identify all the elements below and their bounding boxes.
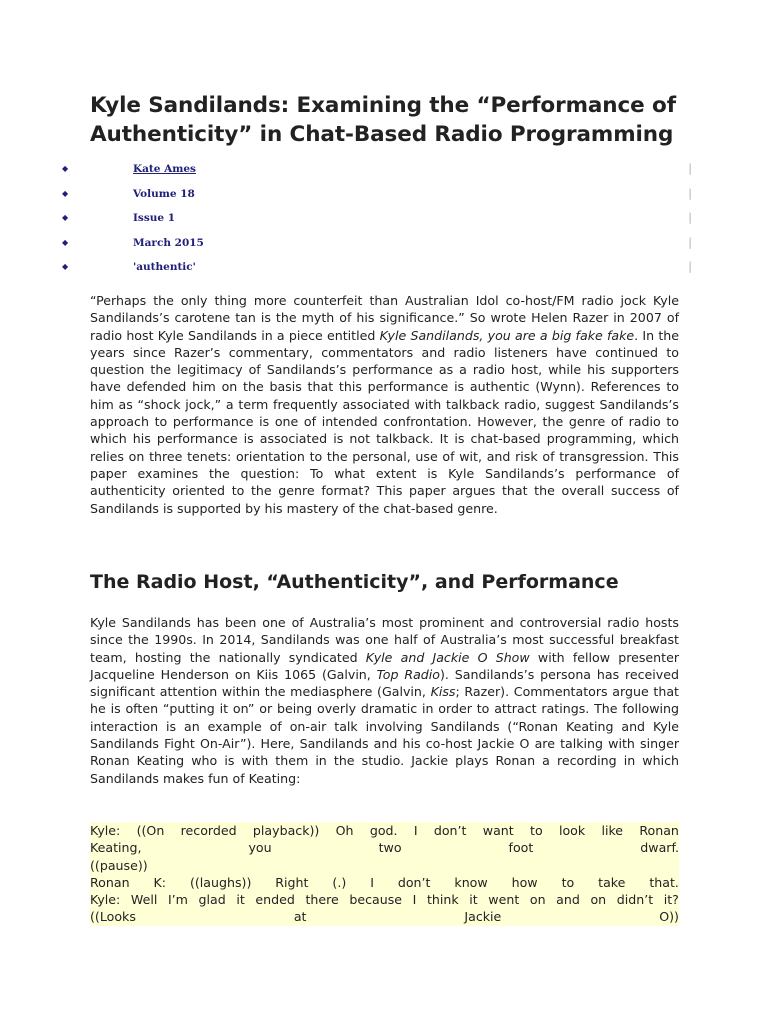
meta-separator: | [688,235,692,249]
transcript-word: because [349,892,403,908]
transcript-word: like [601,823,624,838]
transcript-word: take [598,874,626,890]
transcript-word: glad [198,892,226,908]
transcript-word: at [293,909,307,925]
transcript-word: Jackie [464,909,502,925]
transcript-word: Oh [335,823,354,838]
transcript-word: that. [649,874,679,890]
transcript-word: (.) [332,874,347,890]
transcript-word: know [454,874,488,890]
transcript-word: god. [369,823,398,838]
transcript-word: Ronan [90,874,130,890]
transcript-line [90,891,679,908]
transcript-word: ((Looks [90,909,136,925]
meta-item-volume [62,185,692,210]
body-paragraph [90,614,679,787]
diamond-bullet-icon: ◆ [62,261,69,271]
intro-italic-title: Kyle Sandilands, you are a big fake fake [379,327,635,343]
article-meta-list [62,160,692,283]
transcript-word: I’m [167,892,188,908]
transcript-line [90,874,679,891]
transcript-line [90,822,679,839]
transcript-word: there [305,892,339,908]
transcript-line [90,857,679,874]
body-italic-show: Kyle and Jackie O Show [365,649,530,665]
diamond-bullet-icon: ◆ [62,163,69,173]
transcript-word: it? [663,892,679,908]
body-text: ). Sandilands’s persona has received significant attention within the mediasphere (Galvin, [90,666,679,700]
transcript-word: on [590,892,607,908]
transcript-word: want [482,823,514,838]
transcript-word: look [558,823,586,838]
transcript-word: ended [255,892,295,908]
transcript-word: Kyle: [90,892,121,908]
body-italic-source: Top Radio [376,666,441,682]
keyword-label: 'authentic' [133,261,196,273]
transcript-word: don’t [433,823,467,838]
transcript-word: it [236,892,245,908]
transcript-line [90,908,679,925]
transcript-word: Ronan [639,823,679,838]
transcript-line [90,839,679,856]
body-text: Kyle Sandilands has been one of Australia’s most prominent and controversial radio hosts since the 1990s. In 2014, Sandilands was one half of Australia’s most successful breakfast team, hosting the nationally syndicated [90,615,679,665]
meta-item-issue [62,209,692,234]
intro-text: “Perhaps the only thing more counterfeit than Australian Idol co-host/FM radio jock Kyle Sandilands’s carotene tan is the myth of his significance.” So wrote Helen Razer in 2007 of radio host Kyle Sandilands in a piece entitled [90,293,679,343]
transcript-word: on [529,892,546,908]
section-heading: The Radio Host, “Authenticity”, and Performance [90,571,619,593]
transcript-word: went [488,892,520,908]
issue-label: Issue 1 [133,212,176,224]
meta-separator: | [688,186,692,200]
diamond-bullet-icon: ◆ [62,236,69,247]
transcript-word: didn’t [616,892,654,908]
transcript-word: O)) [659,909,679,925]
diamond-bullet-icon: ◆ [62,212,69,222]
article-title: Kyle Sandilands: Examining the “Performance of Authenticity” in Chat-Based Radio Programming [90,93,676,147]
author-link[interactable]: Kate Ames [133,163,196,175]
body-italic-source: Kiss [430,684,456,700]
body-text: with fellow presenter Jacqueline Henderson on Kiis 1065 (Galvin, [90,649,679,682]
transcript-word: and [556,892,580,908]
transcript-word: Keating, [90,840,142,856]
meta-separator: | [688,211,692,224]
intro-paragraph [90,292,679,517]
transcript-word: Well [130,892,158,908]
transcript-block [90,822,679,926]
meta-separator: | [688,162,692,175]
transcript-word: how [511,874,538,890]
meta-item-keyword [62,258,692,283]
transcript-word: K: [153,874,167,890]
transcript-word: foot [508,840,534,856]
transcript-word: ((laughs)) [189,874,252,890]
transcript-word: you [248,840,272,856]
diamond-bullet-icon: ◆ [62,187,69,198]
transcript-word: don’t [397,874,431,890]
transcript-word: to [561,874,575,890]
meta-item-date [62,234,692,259]
transcript-word: dwarf. [640,840,679,856]
transcript-word: Kyle: [90,823,121,838]
transcript-word: ((On [136,823,165,838]
transcript-word: playback)) [252,823,320,838]
transcript-word: I [412,892,417,908]
transcript-word: recorded [180,823,237,838]
transcript-word: think [426,892,459,908]
transcript-word: to [530,823,543,838]
transcript-word: Right [275,874,309,890]
meta-separator: | [688,260,692,273]
transcript-word: ((pause)) [90,857,148,873]
intro-text-continued: . In the years since Razer’s commentary, commentators and radio listeners have continued to question the legitimacy of Sandilands’s performance as a radio host, while his supporters have defended him on the basis that this performance is authentic (Wynn). References to him as “shock jock,” a term frequently associated with talkback radio, suggest Sandilands’s approach to performance is one of intended confrontation. However, the genre of radio to which his performance is associated is not talkback. It is chat-based programming, which relies on three tenets: orientation to the personal, use of wit, and risk of transgression. This paper examines the question: To what extent is Kyle Sandilands’s performance of authenticity oriented to the genre format? This paper argues that the overall success of Sandilands is supported by his mastery of the chat-based genre. [90,327,680,516]
body-text: ; Razer). Commentators argue that he is often “putting it on” or being overly dramatic in order to attract ratings. The following interaction is an example of on-air talk involving Sandilands (“Ronan Keating and Kyle Sandilands Fight On-Air”). Here, Sandilands and his co-host Jackie O are talking with singer Ronan Keating who is with them in the studio. Jackie plays Ronan a recording in which Sandilands makes fun of Keating: [90,684,679,786]
transcript-word: it [469,892,478,908]
date-label: March 2015 [133,236,204,249]
transcript-word: I [370,874,374,890]
transcript-word: I [413,823,418,838]
transcript-word: two [378,840,402,856]
volume-label: Volume 18 [133,187,195,200]
meta-item-author[interactable] [62,160,692,185]
